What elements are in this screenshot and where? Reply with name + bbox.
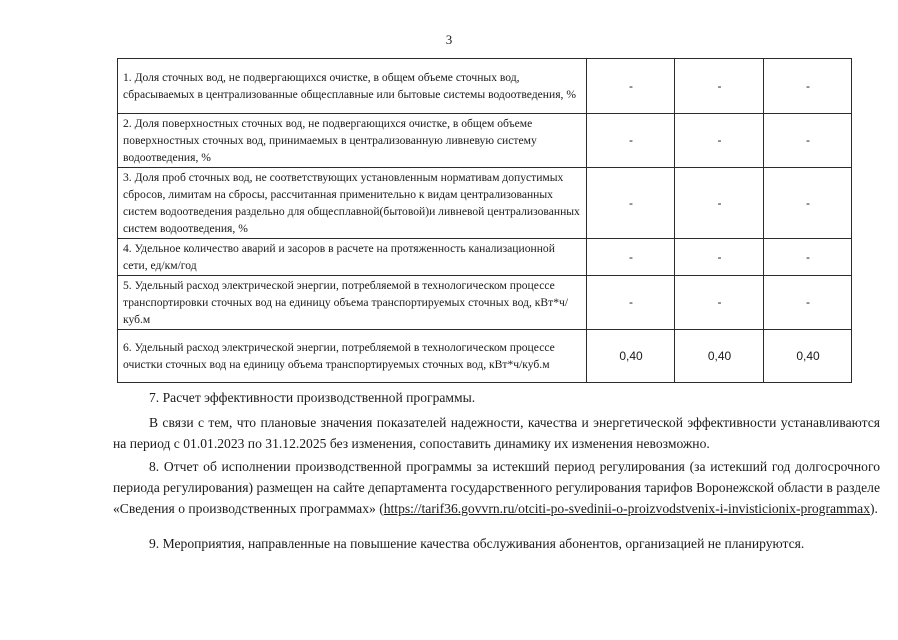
indicator-value: - [675,239,764,276]
indicator-value: - [764,168,852,239]
page-number: 3 [445,32,453,47]
indicator-value: - [764,276,852,330]
indicator-value: - [587,114,675,168]
section-9-paragraph: 9. Мероприятия, направленные на повышение качества обслуживания абонентов, организацией не планируются. [149,536,805,551]
indicators-table [117,58,852,383]
table-row [118,168,852,239]
indicator-value: - [675,59,764,114]
indicator-name: 2. Доля поверхностных сточных вод, не подвергающихся очистке, в общем объеме поверхностных сточных вод, принимаемых в централизованную ливневую систему водоотведения, % [118,114,587,168]
indicator-value: 0,40 [764,330,852,383]
indicator-value: - [587,276,675,330]
indicator-value: 0,40 [587,330,675,383]
section-8-paragraph [113,456,880,519]
section-7-heading: 7. Расчет эффективности производственной программы. [149,390,476,405]
section-7-paragraph: В связи с тем, что плановые значения показателей надежности, качества и энергетической эффективности устанавливаются на период с 01.01.2023 по 31.12.2025 без изменения, сопоставить динамику их изменения невозможно. [113,415,880,451]
table-row [118,330,852,383]
indicator-value: 0,40 [675,330,764,383]
report-link[interactable]: https://tarif36.govvrn.ru/otciti-po-svedinii-o-proizvodstvenix-i-invisticionix-programmax [383,501,870,516]
indicator-value: - [675,168,764,239]
indicator-value: - [587,239,675,276]
indicator-name: 6. Удельный расход электрической энергии, потребляемой в технологическом процессе очистки сточных вод на единицу объема транспортируемых сточных вод, кВт*ч/куб.м [118,330,587,383]
indicator-value: - [764,114,852,168]
indicator-value: - [587,168,675,239]
table-row [118,114,852,168]
section-8-text: 8. Отчет об исполнении производственной программы за истекший период регулирования (за истекший год долгосрочного периода регулирования) размещен на сайте департамента государственного регулирования тарифов Воронежской области в разделе «Сведения о производственных программах» ( [113,459,880,516]
section-8-text-end: ). [870,501,878,516]
indicator-name: 5. Удельный расход электрической энергии, потребляемой в технологическом процессе транспортировки сточных вод на единицу объема транспортируемых сточных вод, кВт*ч/куб.м [118,276,587,330]
indicator-value: - [764,239,852,276]
indicator-name: 4. Удельное количество аварий и засоров в расчете на протяженность канализационной сети, ед/км/год [118,239,587,276]
indicator-value: - [587,59,675,114]
table-row [118,276,852,330]
indicator-name: 3. Доля проб сточных вод, не соответствующих установленным нормативам допустимых сбросов, лимитам на сбросы, рассчитанная применительно к видам централизованных систем водоотведения раздельно для общесплавной(бытовой)и ливневой централизованных систем водоотведения, % [118,168,587,239]
indicator-value: - [675,276,764,330]
table-row [118,239,852,276]
indicator-value: - [675,114,764,168]
indicator-name: 1. Доля сточных вод, не подвергающихся очистке, в общем объеме сточных вод, сбрасываемых в централизованные общесплавные или бытовые системы водоотведения, % [118,59,587,114]
table-row [118,59,852,114]
indicator-value: - [764,59,852,114]
